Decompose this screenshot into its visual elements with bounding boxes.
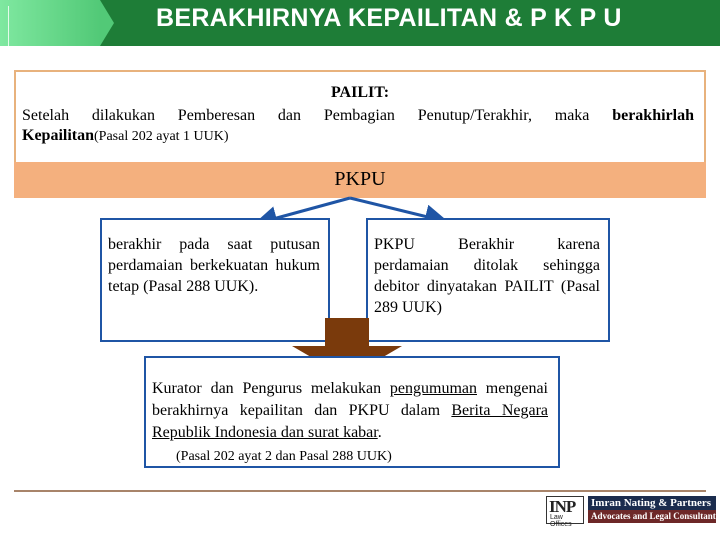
left-box: berakhir pada saat putusan perdamaian berkekuatan hukum tetap (Pasal 288 UUK). — [100, 218, 330, 342]
bottom-text-part3: . — [377, 424, 382, 441]
header-divider — [8, 6, 9, 46]
pailit-text-line2 — [22, 126, 694, 147]
firm-logo — [546, 496, 720, 528]
pailit-text-line1 — [22, 106, 694, 126]
header-accent-notch — [100, 0, 114, 46]
arrow-right — [350, 198, 440, 220]
logo-box — [546, 496, 584, 528]
bottom-reference: (Pasal 202 ayat 2 dan Pasal 288 UUK) — [176, 449, 392, 464]
bottom-text-part1: Kurator dan Pengurus melakukan — [152, 380, 390, 397]
logo-subtitle: Law Offices — [550, 514, 572, 528]
bottom-text-pengumuman: pengumuman — [389, 380, 477, 397]
pailit-title: PAILIT: — [330, 84, 390, 101]
firm-name: Imran Nating & Partners — [588, 496, 716, 510]
logo-mark: INP — [549, 497, 576, 516]
bottom-text — [152, 378, 548, 444]
firm-tagline: Advocates and Legal Consultants — [588, 510, 716, 523]
right-box: PKPU Berakhir karena perdamaian ditolak sehingga debitor dinyatakan PAILIT (Pasal 289 UUK) — [366, 218, 610, 342]
pailit-text: Setelah dilakukan Pemberesan dan Pembagian Penutup/Terakhir, maka — [22, 107, 613, 124]
page-title: BERAKHIRNYA KEPAILITAN & P K P U — [156, 4, 622, 32]
bottom-text-part2: mengenai berakhirnya kepailitan dan PKPU dalam — [152, 380, 548, 419]
footer-divider — [14, 490, 706, 492]
header-bar — [0, 0, 720, 46]
pkpu-label: PKPU — [334, 168, 386, 190]
bottom-text-berita-negara: Berita Negara Republik Indonesia dan surat kabar — [152, 402, 549, 441]
pailit-kepailitan: Kepailitan — [22, 127, 95, 144]
bottom-box — [144, 356, 560, 468]
pailit-reference: (Pasal 202 ayat 1 UUK) — [94, 129, 229, 144]
header-accent — [0, 0, 100, 46]
pailit-text-bold: berakhirlah — [612, 107, 694, 124]
